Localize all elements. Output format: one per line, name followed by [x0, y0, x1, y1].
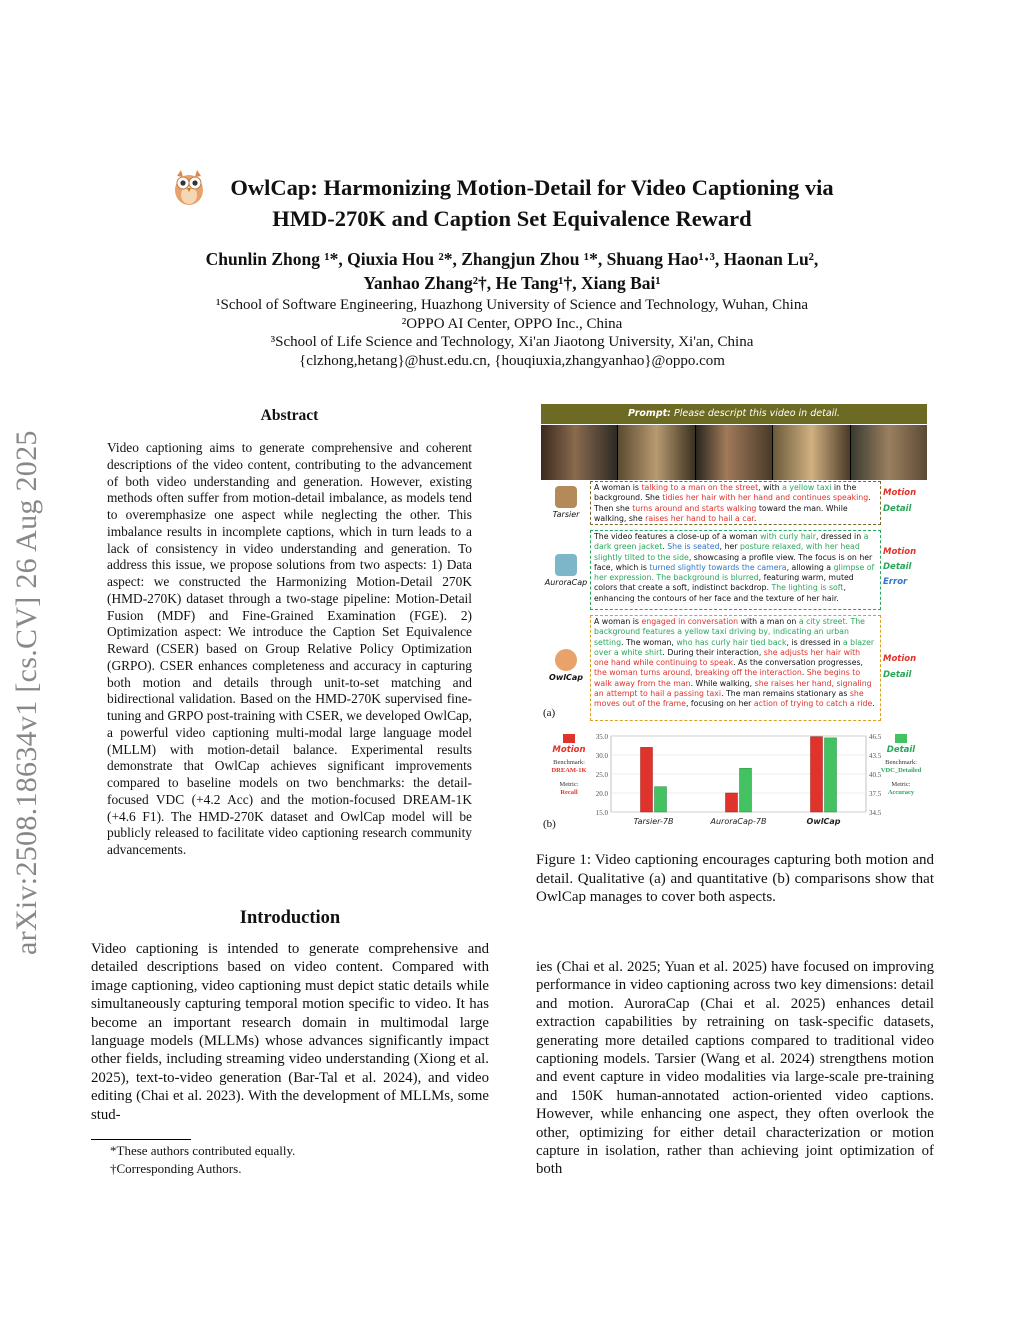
caption-segment: she moves out of the frame	[594, 689, 864, 709]
auroracap-detail-tag: Detail	[883, 562, 912, 572]
authors-line-2: Yanhao Zhang²†, He Tang¹†, Xiang Bai¹	[363, 273, 661, 293]
caption-segment: , with	[758, 483, 783, 492]
caption-segment: talking to a man on the street	[641, 483, 759, 492]
footnote-corresponding: †Corresponding Authors.	[110, 1161, 242, 1176]
caption-segment: with a man on	[738, 617, 799, 626]
caption-segment: with curly hair	[760, 532, 816, 541]
paper-title	[150, 172, 874, 234]
footnote-rule	[91, 1139, 191, 1140]
caption-segment: The lighting is soft	[771, 583, 844, 593]
video-frame-3	[696, 425, 773, 480]
subfigure-label-a: (a)	[543, 707, 556, 719]
left-tick-label: 20.0	[595, 790, 608, 798]
caption-segment: .	[872, 699, 875, 709]
caption-segment: . During their interaction,	[662, 647, 764, 657]
right-tick-label: 37.5	[869, 790, 882, 798]
caption-segment: engaged in conversation	[641, 617, 739, 626]
tarsier-detail-tag: Detail	[883, 504, 912, 514]
auroracap-motion-tag: Motion	[883, 547, 917, 557]
title-line-2: HMD-270K and Caption Set Equivalence Reward	[272, 206, 752, 231]
prompt-label: Prompt:	[628, 408, 671, 419]
owlcap-detail-tag: Detail	[883, 670, 912, 680]
video-frame-1	[541, 425, 618, 480]
video-frame-2	[618, 425, 695, 480]
caption-segment: action of trying to catch a ride	[753, 699, 873, 709]
abstract-heading: Abstract	[260, 407, 319, 424]
motion-metric: Recall	[560, 789, 578, 796]
owlcap-caption	[594, 617, 875, 708]
bar-chart	[541, 728, 927, 836]
arxiv-identifier: arXiv:2508.18634v1 [cs.CV] 26 Aug 2025	[10, 430, 43, 955]
author-list	[110, 247, 914, 295]
affiliations	[110, 296, 914, 370]
authors-line-1: Chunlin Zhong ¹*, Qiuxia Hou ²*, Zhangjun Zhou ¹*, Shuang Hao¹·³, Haonan Lu²,	[205, 249, 819, 269]
caption-segment: raises her hand to hail a car	[645, 513, 754, 523]
detail-bar	[655, 787, 667, 812]
footnote-equal-contribution: *These authors contributed equally.	[110, 1143, 296, 1158]
left-tick-label: 30.0	[595, 752, 608, 760]
caption-segment: glimpse of her expression. The background is blurred	[594, 562, 875, 583]
caption-segment: .	[662, 542, 668, 552]
owlcap-motion-tag: Motion	[883, 654, 917, 664]
motion-legend-title: Motion	[552, 745, 586, 755]
model-owlcap: OwlCap	[543, 649, 589, 682]
motion-legend-swatch	[563, 734, 575, 743]
motion-bar	[641, 747, 653, 812]
introduction-heading: Introduction	[239, 908, 341, 928]
left-tick-label: 15.0	[595, 809, 608, 817]
video-frame-4	[773, 425, 850, 480]
caption-segment: turns around and starts walking	[632, 503, 757, 513]
right-tick-label: 40.5	[869, 771, 882, 779]
caption-segment: , focusing on her	[685, 699, 754, 709]
detail-benchmark: VDC_Detailed	[880, 767, 922, 774]
auroracap-error-tag: Error	[883, 577, 908, 587]
caption-segment: .	[753, 513, 757, 523]
caption-segment: she raises her hand, signaling an attempt to hail a passing taxi	[594, 678, 872, 699]
caption-segment: A woman is	[594, 617, 642, 626]
introduction-column-2: ies (Chai et al. 2025; Yuan et al. 2025) have focused on improving performance in video captioning across two key dimensions: detail and motion. AuroraCap (Chai et al. 2025) enhances detail extraction capabilities by retraining on task-specific datasets, generating more detailed captions compared to traditional video captioning models. Tarsier (Wang et al. 2024) strengthens motion and event capture in video modalities via large-scale pre-training and 150K human-annotated action-oriented video captions. However, while enhancing one aspect, they often overlook the other, optimizing for either detail characterization or motion capture in isolation, rather than achieving joint optimization of both	[536, 959, 934, 1178]
subfigure-label-b: (b)	[543, 818, 556, 830]
category-label: OwlCap	[806, 817, 841, 826]
model-tarsier: Tarsier	[543, 486, 589, 519]
detail-metric-label: Metric:	[891, 781, 911, 788]
prompt-text: Please descript this video in detail.	[674, 408, 840, 419]
caption-segment: a blazer over a white shirt	[594, 637, 875, 657]
tarsier-icon	[555, 486, 577, 508]
motion-bar	[811, 737, 823, 812]
caption-segment: a yellow taxi	[782, 483, 832, 492]
detail-legend-swatch	[895, 734, 907, 743]
tarsier-motion-tag: Motion	[883, 488, 917, 498]
caption-segment: a city street. The background features a yellow taxi driving by, indicating an urban setting	[594, 617, 865, 647]
video-frame-5	[851, 425, 927, 480]
detail-legend-title: Detail	[886, 745, 916, 755]
figure-caption: Figure 1: Video captioning encourages capturing both motion and detail. Qualitative (a) and quantitative (b) comparisons show that OwlCap manages to cover both aspects.	[536, 852, 934, 905]
caption-segment: The video features a close-up of a woman	[594, 532, 761, 541]
caption-segment: tidies her hair with her hand and continues speaking	[662, 493, 869, 503]
caption-segment: posture relaxed, with her head slightly tilted to the side	[594, 542, 860, 562]
auroracap-caption-box	[590, 530, 881, 610]
caption-segment: A woman is	[594, 483, 642, 492]
video-frames	[541, 425, 927, 480]
prompt-bar	[541, 404, 927, 424]
detail-bar	[825, 738, 837, 812]
caption-segment: , featuring warm, muted colors that create a soft, indistinct backdrop.	[594, 573, 854, 593]
affiliation-3: ³School of Life Science and Technology, Xi'an Jiaotong University, Xi'an, China	[270, 334, 754, 350]
tarsier-caption	[594, 483, 871, 523]
auroracap-caption	[594, 532, 874, 603]
caption-segment: a dark green jacket	[594, 532, 869, 552]
figure-1	[541, 404, 927, 836]
right-tick-label: 34.5	[869, 809, 882, 817]
right-tick-label: 43.5	[869, 752, 882, 760]
category-label: Tarsier-7B	[633, 817, 674, 826]
caption-segment: .	[801, 668, 807, 678]
caption-segment: . While walking,	[690, 678, 755, 688]
caption-segment: turned slightly towards the camera	[649, 562, 787, 572]
caption-segment: . Then she	[594, 493, 871, 513]
caption-segment: , showcasing a profile view. The focus is on her face, which is	[594, 552, 873, 572]
tarsier-caption-box	[590, 481, 881, 525]
detail-bar	[740, 768, 752, 812]
detail-metric: Accuracy	[887, 789, 915, 796]
motion-metric-label: Metric:	[559, 781, 579, 788]
left-tick-label: 25.0	[595, 771, 608, 779]
caption-segment: who has curly hair tied back	[676, 637, 787, 647]
caption-segment: She begins to walk away from the man	[594, 668, 861, 688]
caption-segment: , allowing a	[786, 562, 834, 572]
owlcap-caption-box	[590, 615, 881, 721]
affiliation-2: ²OPPO AI Center, OPPO Inc., China	[401, 315, 623, 332]
caption-segment: she adjusts her hair with one hand while continuing to speak	[594, 647, 861, 668]
caption-segment: . As the conversation progresses,	[733, 658, 864, 668]
left-tick-label: 35.0	[595, 733, 608, 741]
affiliation-1: ¹School of Software Engineering, Huazhong University of Science and Technology, Wuhan, China	[215, 297, 808, 313]
owlcap-icon	[555, 649, 577, 671]
caption-segment: the woman turns around, breaking off the interaction	[594, 668, 802, 678]
model-auroracap: AuroraCap	[543, 554, 589, 587]
motion-benchmark: DREAM-1K	[551, 767, 587, 774]
right-tick-label: 46.5	[869, 733, 882, 741]
auroracap-icon	[555, 554, 577, 576]
category-label: AuroraCap-7B	[710, 817, 767, 826]
title-line-1: OwlCap: Harmonizing Motion-Detail for Video Captioning via	[230, 175, 834, 200]
caption-segment: in the background. She	[594, 483, 857, 503]
caption-segment: She is seated	[667, 542, 720, 552]
caption-segment: , her	[719, 542, 740, 552]
caption-segment: , is dressed in	[786, 637, 843, 647]
introduction-column-1: Video captioning is intended to generate comprehensive and detailed descriptions based on video content. Compared with image captioning, video captioning must depict static details while simultaneously capturing temporal motion specific to video. It has become an important research domain in multimodal large language models (MLLMs) whose advances significantly impact other fields, including streaming video understanding (Xiong et al. 2025), text-to-video generation (Bar-Tal et al. 2024), and video editing (Chai et al. 2023). With the development of MLLMs, some stud-	[91, 941, 489, 1123]
caption-segment: , enhancing the contours of her face and the texture of her hair.	[594, 583, 846, 603]
abstract-text: Video captioning aims to generate comprehensive and coherent descriptions of the video content, contributing to the advancement of both video understanding and generation. However, existing methods often suffer from motion-detail imbalance, as models tend to overemphasize one aspect while neglecting the other. This imbalance results in incomplete captions, which in turn leads to a lack of consistency in video understanding and generation. To address this issue, we propose solutions from two aspects: 1) Data aspect: we constructed the Harmonizing Motion-Detail 270K (HMD-270K) dataset through a two-stage pipeline: Motion-Detail Fusion (MDF) and Fine-Grained Examination (FGE). 2) Optimization aspect: We introduce the Caption Set Equivalence Reward (CSER) based on Group Relative Policy Optimization (GRPO). CSER enhances completeness and accuracy in capturing both motion and details through unit-to-set matching and bidirectional validation. Based on the HMD-270K supervised fine-tuning and GRPO post-training with CSER, we developed OwlCap, a powerful video captioning multi-modal large language model (MLLM) with motion-detail balance. Experimental results demonstrate that OwlCap achieves significant improvements compared to baseline models on two benchmarks: the detail-focused VDC (+4.2 Acc) and the motion-focused DREAM-1K (+4.6 F1). The HMD-270K dataset and OwlCap model will be publicly released to facilitate video captioning research community advancements.	[107, 440, 472, 857]
motion-benchmark-label: Benchmark:	[553, 759, 585, 766]
motion-bar	[726, 793, 738, 812]
caption-segment: toward the man. While walking, she	[594, 503, 848, 523]
author-emails: {clzhong,hetang}@hust.edu.cn, {houqiuxia,zhangyanhao}@oppo.com	[299, 352, 725, 369]
caption-segment: . The man remains stationary as	[721, 689, 850, 699]
detail-benchmark-label: Benchmark:	[885, 759, 917, 766]
caption-segment: . The woman,	[621, 637, 677, 647]
caption-segment: , dressed in	[815, 532, 864, 541]
